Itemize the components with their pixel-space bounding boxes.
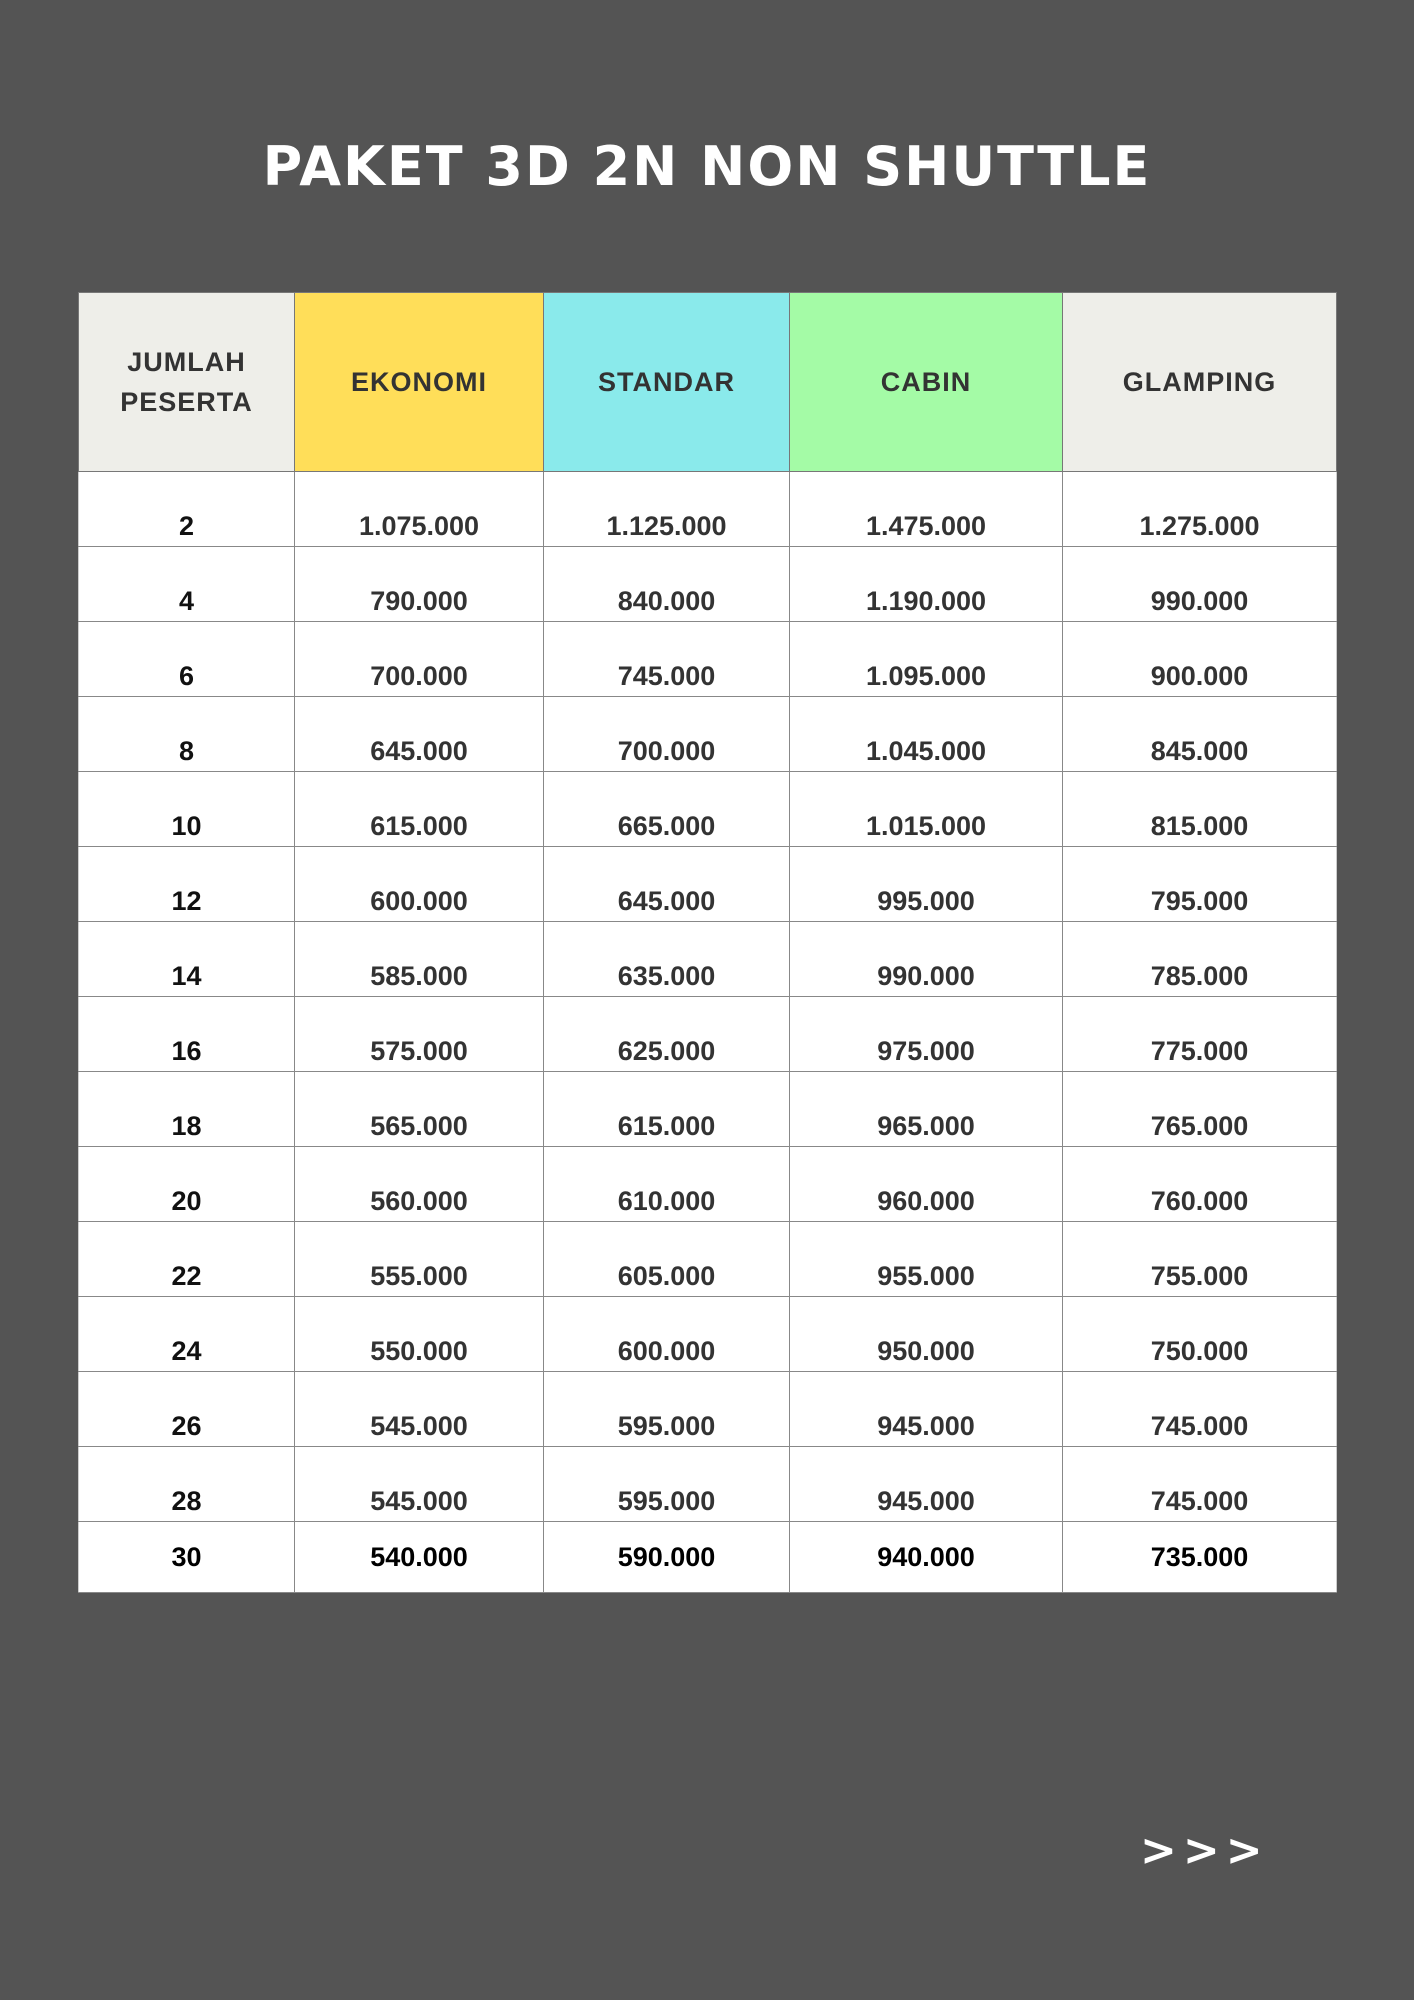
cell-cabin: 995.000 <box>790 847 1063 922</box>
cell-cabin: 950.000 <box>790 1297 1063 1372</box>
cell-glamping: 900.000 <box>1063 622 1337 697</box>
header-ekonomi: EKONOMI <box>295 293 544 472</box>
cell-jumlah-peserta: 22 <box>79 1222 295 1297</box>
cell-ekonomi: 600.000 <box>295 847 544 922</box>
table-row <box>79 697 1337 772</box>
page-title: PAKET 3D 2N NON SHUTTLE <box>262 135 1152 198</box>
table-row <box>79 1147 1337 1222</box>
cell-jumlah-peserta: 26 <box>79 1372 295 1447</box>
cell-ekonomi: 700.000 <box>295 622 544 697</box>
header-jumlah-line2: PESERTA <box>120 387 253 417</box>
cell-standar: 635.000 <box>544 922 790 997</box>
cell-glamping: 750.000 <box>1063 1297 1337 1372</box>
header-standar: STANDAR <box>544 293 790 472</box>
cell-ekonomi: 555.000 <box>295 1222 544 1297</box>
cell-jumlah-peserta: 30 <box>79 1522 295 1593</box>
cell-cabin: 1.475.000 <box>790 472 1063 547</box>
cell-cabin: 1.045.000 <box>790 697 1063 772</box>
cell-glamping: 795.000 <box>1063 847 1337 922</box>
table-row <box>79 1297 1337 1372</box>
table-row <box>79 1222 1337 1297</box>
cell-jumlah-peserta: 4 <box>79 547 295 622</box>
cell-jumlah-peserta: 16 <box>79 997 295 1072</box>
cell-cabin: 965.000 <box>790 1072 1063 1147</box>
cell-standar: 700.000 <box>544 697 790 772</box>
cell-standar: 590.000 <box>544 1522 790 1593</box>
cell-glamping: 775.000 <box>1063 997 1337 1072</box>
cell-glamping: 745.000 <box>1063 1447 1337 1522</box>
cell-standar: 595.000 <box>544 1372 790 1447</box>
cell-standar: 645.000 <box>544 847 790 922</box>
header-row <box>79 293 1337 472</box>
cell-jumlah-peserta: 6 <box>79 622 295 697</box>
next-page-arrows[interactable]: >>> <box>1140 1825 1269 1876</box>
cell-glamping: 1.275.000 <box>1063 472 1337 547</box>
cell-cabin: 955.000 <box>790 1222 1063 1297</box>
cell-jumlah-peserta: 24 <box>79 1297 295 1372</box>
cell-glamping: 745.000 <box>1063 1372 1337 1447</box>
cell-cabin: 1.095.000 <box>790 622 1063 697</box>
cell-standar: 625.000 <box>544 997 790 1072</box>
cell-standar: 605.000 <box>544 1222 790 1297</box>
cell-glamping: 765.000 <box>1063 1072 1337 1147</box>
table-row <box>79 472 1337 547</box>
table-row <box>79 997 1337 1072</box>
header-jumlah-peserta <box>79 293 295 472</box>
cell-jumlah-peserta: 8 <box>79 697 295 772</box>
cell-jumlah-peserta: 20 <box>79 1147 295 1222</box>
cell-ekonomi: 565.000 <box>295 1072 544 1147</box>
cell-standar: 595.000 <box>544 1447 790 1522</box>
cell-standar: 1.125.000 <box>544 472 790 547</box>
cell-ekonomi: 550.000 <box>295 1297 544 1372</box>
table-row <box>79 922 1337 997</box>
cell-glamping: 760.000 <box>1063 1147 1337 1222</box>
cell-ekonomi: 545.000 <box>295 1372 544 1447</box>
cell-standar: 665.000 <box>544 772 790 847</box>
cell-cabin: 990.000 <box>790 922 1063 997</box>
cell-jumlah-peserta: 10 <box>79 772 295 847</box>
table-row <box>79 772 1337 847</box>
table-row <box>79 1372 1337 1447</box>
cell-glamping: 815.000 <box>1063 772 1337 847</box>
cell-cabin: 1.015.000 <box>790 772 1063 847</box>
cell-glamping: 990.000 <box>1063 547 1337 622</box>
cell-ekonomi: 615.000 <box>295 772 544 847</box>
cell-cabin: 945.000 <box>790 1447 1063 1522</box>
table-row <box>79 1522 1337 1593</box>
cell-cabin: 945.000 <box>790 1372 1063 1447</box>
cell-cabin: 960.000 <box>790 1147 1063 1222</box>
cell-ekonomi: 585.000 <box>295 922 544 997</box>
cell-glamping: 845.000 <box>1063 697 1337 772</box>
cell-jumlah-peserta: 2 <box>79 472 295 547</box>
cell-ekonomi: 540.000 <box>295 1522 544 1593</box>
cell-standar: 745.000 <box>544 622 790 697</box>
cell-jumlah-peserta: 18 <box>79 1072 295 1147</box>
price-table <box>78 292 1337 1593</box>
cell-ekonomi: 575.000 <box>295 997 544 1072</box>
cell-glamping: 755.000 <box>1063 1222 1337 1297</box>
cell-cabin: 940.000 <box>790 1522 1063 1593</box>
cell-standar: 840.000 <box>544 547 790 622</box>
table-row <box>79 547 1337 622</box>
table-row <box>79 1447 1337 1522</box>
cell-standar: 610.000 <box>544 1147 790 1222</box>
table-row <box>79 1072 1337 1147</box>
cell-glamping: 785.000 <box>1063 922 1337 997</box>
cell-jumlah-peserta: 12 <box>79 847 295 922</box>
cell-jumlah-peserta: 28 <box>79 1447 295 1522</box>
cell-ekonomi: 545.000 <box>295 1447 544 1522</box>
cell-cabin: 975.000 <box>790 997 1063 1072</box>
cell-standar: 600.000 <box>544 1297 790 1372</box>
cell-cabin: 1.190.000 <box>790 547 1063 622</box>
cell-glamping: 735.000 <box>1063 1522 1337 1593</box>
table-row <box>79 622 1337 697</box>
header-cabin: CABIN <box>790 293 1063 472</box>
cell-ekonomi: 645.000 <box>295 697 544 772</box>
cell-ekonomi: 1.075.000 <box>295 472 544 547</box>
header-jumlah-line1: JUMLAH <box>127 347 246 377</box>
table-row <box>79 847 1337 922</box>
cell-standar: 615.000 <box>544 1072 790 1147</box>
header-glamping: GLAMPING <box>1063 293 1337 472</box>
cell-jumlah-peserta: 14 <box>79 922 295 997</box>
cell-ekonomi: 560.000 <box>295 1147 544 1222</box>
table-body <box>79 472 1337 1593</box>
cell-ekonomi: 790.000 <box>295 547 544 622</box>
